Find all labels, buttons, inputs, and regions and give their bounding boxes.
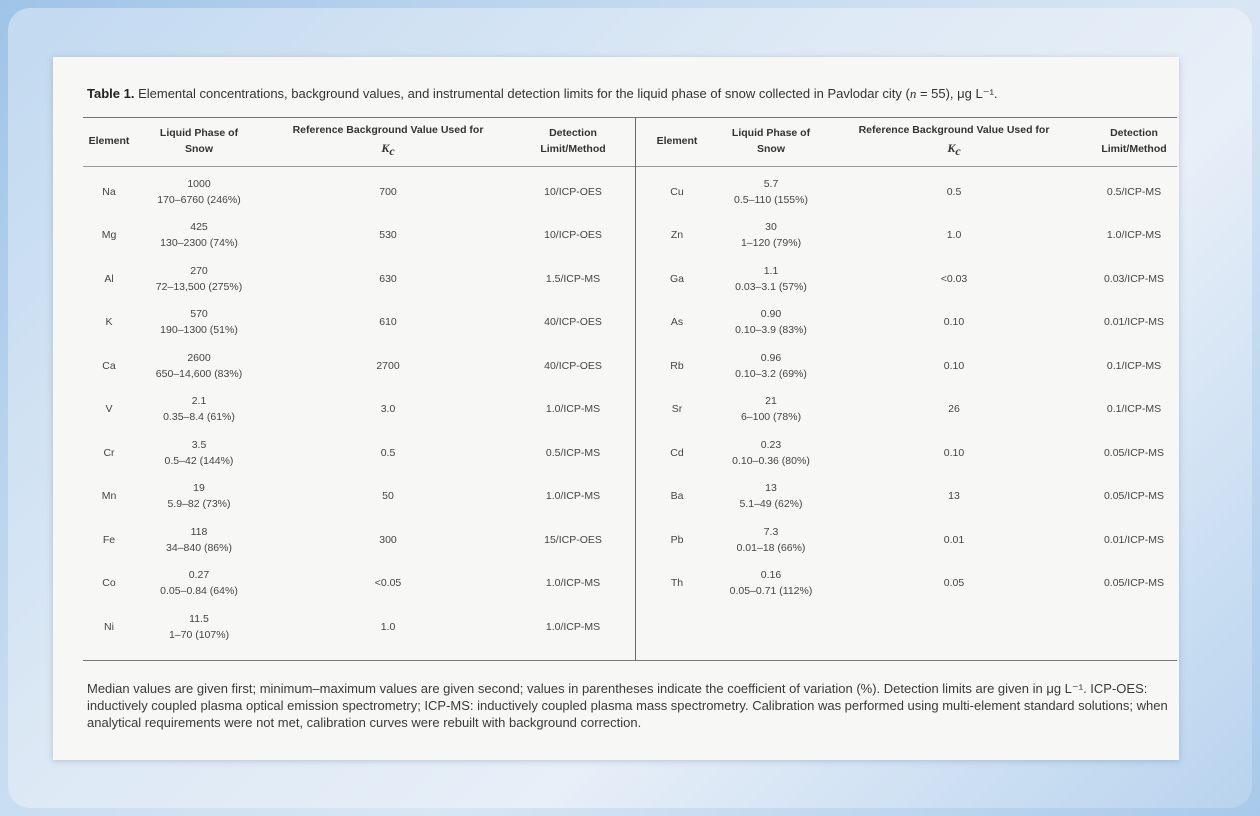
median-value: 1000	[187, 177, 211, 190]
detection-limit-value: 1.0/ICP-MS	[545, 620, 601, 633]
detection-limit-value: 40/ICP-OES	[544, 316, 602, 329]
header-rule	[83, 166, 1177, 167]
median-value: 11.5	[189, 612, 209, 625]
header-ref-sub: c	[389, 143, 395, 158]
range-value: 1–120 (79%)	[740, 237, 802, 249]
median-value: 3.5	[191, 438, 207, 451]
median-value: 2600	[187, 351, 211, 364]
median-value: 21	[765, 395, 777, 408]
header-element-label: Element	[88, 134, 130, 147]
header-ref-line1: Reference Background Value Used for	[858, 124, 1050, 137]
detection-limit-value: 10/ICP-OES	[544, 229, 602, 242]
cell-reference-value	[839, 389, 1069, 432]
detection-limit-value: 1.0/ICP-MS	[1106, 229, 1162, 242]
cell-element	[649, 171, 705, 214]
cell-element	[83, 606, 135, 649]
element-symbol: Ca	[102, 359, 116, 372]
detection-limit-value: 1.5/ICP-MS	[545, 272, 601, 285]
cell-reference-value	[839, 258, 1069, 301]
detection-limit-value: 0.1/ICP-MS	[1106, 403, 1162, 416]
cell-element	[649, 258, 705, 301]
reference-value: 1.0	[380, 620, 396, 633]
cell-detection-limit	[1091, 476, 1177, 519]
range-value: 0.10–3.9 (83%)	[735, 324, 807, 336]
table-row	[83, 389, 1177, 432]
element-symbol: Ba	[670, 490, 684, 503]
table-row	[83, 302, 1177, 345]
range-value: 0.03–3.1 (57%)	[735, 280, 807, 293]
detection-limit-value: 0.01/ICP-MS	[1103, 533, 1165, 546]
bottom-rule	[83, 660, 1177, 661]
header-ref-line1: Reference Background Value Used for	[292, 124, 484, 137]
reference-value: <0.03	[940, 272, 968, 285]
element-symbol: Th	[670, 577, 684, 590]
cell-element	[649, 519, 705, 562]
element-symbol: Co	[102, 577, 116, 590]
range-value: 0.35–8.4 (61%)	[163, 411, 235, 423]
caption-text: Elemental concentrations, background values, and instrumental detection limits for the liquid phase of snow collected in Pavlodar city (	[138, 86, 910, 101]
element-symbol: V	[105, 403, 113, 416]
reference-value: 0.10	[943, 316, 965, 329]
cell-reference-value	[839, 476, 1069, 519]
cell-detection-limit	[1091, 389, 1177, 432]
table-card	[53, 57, 1179, 760]
header-element-label: Element	[656, 134, 698, 147]
table-row	[83, 258, 1177, 301]
header-element-left	[83, 117, 135, 166]
cell-liquid-phase	[711, 171, 831, 214]
reference-value: 700	[379, 185, 397, 198]
header-reference-right	[839, 117, 1069, 166]
reference-value: 2700	[376, 359, 400, 372]
reference-value: 13	[948, 490, 960, 503]
element-symbol: Sr	[671, 403, 683, 416]
element-symbol: Cr	[103, 446, 115, 459]
cell-reference-value	[839, 171, 1069, 214]
detection-limit-value: 10/ICP-OES	[544, 185, 602, 198]
cell-liquid-phase	[711, 432, 831, 475]
range-value: 5.9–82 (73%)	[167, 498, 231, 510]
table-row	[83, 606, 1177, 649]
reference-value: <0.05	[374, 577, 402, 590]
cell-detection-limit	[1091, 563, 1177, 606]
detection-limit-value: 0.5/ICP-MS	[1106, 185, 1162, 198]
cell-liquid-phase	[711, 302, 831, 345]
element-symbol: Mg	[101, 229, 117, 242]
reference-value: 3.0	[380, 403, 396, 416]
range-value: 6–100 (78%)	[740, 411, 802, 423]
median-value: 0.96	[760, 351, 782, 364]
element-symbol: Ga	[669, 272, 684, 285]
range-value: 0.5–110 (155%)	[734, 193, 808, 206]
cell-reference-value	[839, 215, 1069, 258]
median-value: 270	[190, 264, 208, 277]
detection-limit-value: 0.03/ICP-MS	[1103, 272, 1165, 285]
table-row	[83, 432, 1177, 475]
header-detection-left	[523, 117, 623, 166]
reference-value: 0.05	[943, 577, 965, 590]
detection-limit-value: 1.0/ICP-MS	[545, 490, 601, 503]
range-value: 0.10–0.36 (80%)	[732, 454, 810, 467]
header-det-line1: Detection	[1110, 126, 1158, 139]
median-value: 1.1	[763, 264, 779, 277]
header-det-line2: Limit/Method	[1101, 142, 1167, 155]
range-value: 0.5–42 (144%)	[164, 454, 234, 467]
cell-liquid-phase	[711, 476, 831, 519]
median-value: 19	[193, 482, 205, 495]
reference-value: 300	[379, 533, 397, 546]
header-liquid-line2: Snow	[756, 142, 785, 155]
caption-label: Table 1.	[87, 86, 135, 101]
median-value: 13	[765, 482, 777, 495]
cell-detection-limit	[1091, 302, 1177, 345]
table-row	[83, 563, 1177, 606]
range-value: 72–13,500 (275%)	[155, 280, 243, 293]
header-element-right	[649, 117, 705, 166]
range-value: 0.10–3.2 (69%)	[735, 367, 807, 380]
table-row	[83, 345, 1177, 388]
cell-detection-limit	[1091, 432, 1177, 475]
cell-liquid-phase	[711, 563, 831, 606]
header-det-line2: Limit/Method	[540, 142, 606, 155]
reference-value: 530	[379, 229, 397, 242]
cell-reference-value	[839, 345, 1069, 388]
detection-limit-value: 0.05/ICP-MS	[1103, 490, 1165, 503]
cell-liquid-phase	[711, 215, 831, 258]
element-symbol: Pb	[670, 533, 684, 546]
element-symbol: As	[670, 316, 684, 329]
detection-limit-value: 0.05/ICP-MS	[1103, 446, 1165, 459]
reference-value: 630	[379, 272, 397, 285]
caption-n-symbol: n	[909, 86, 917, 101]
cell-liquid-phase	[139, 606, 259, 649]
reference-value: 0.01	[943, 533, 965, 546]
median-value: 0.90	[760, 308, 782, 321]
range-value: 0.01–18 (66%)	[736, 541, 806, 554]
range-value: 0.05–0.71 (112%)	[729, 585, 813, 597]
detection-limit-value: 1.0/ICP-MS	[545, 577, 601, 590]
median-value: 0.27	[188, 569, 210, 582]
element-symbol: Cd	[670, 446, 684, 459]
cell-reference-value	[839, 302, 1069, 345]
cell-liquid-phase	[711, 519, 831, 562]
cell-liquid-phase	[711, 389, 831, 432]
header-det-line1: Detection	[549, 126, 597, 139]
median-value: 118	[190, 525, 208, 538]
median-value: 0.16	[760, 569, 782, 582]
reference-value: 610	[379, 316, 397, 329]
header-liquid-line2: Snow	[184, 142, 213, 155]
cell-liquid-phase	[711, 258, 831, 301]
header-ref-symbol: K	[381, 140, 390, 155]
cell-reference-value	[839, 563, 1069, 606]
median-value: 570	[190, 308, 208, 321]
cell-element	[649, 476, 705, 519]
median-value: 425	[190, 221, 208, 234]
range-value: 650–14,600 (83%)	[155, 367, 243, 380]
reference-value: 50	[382, 490, 394, 503]
element-symbol: Rb	[670, 359, 684, 372]
detection-limit-value: 0.05/ICP-MS	[1103, 577, 1165, 590]
range-value: 5.1–49 (62%)	[739, 498, 803, 510]
cell-reference-value	[839, 519, 1069, 562]
header-liquid-left	[139, 117, 259, 166]
element-symbol: Na	[102, 185, 116, 198]
cell-detection-limit	[1091, 519, 1177, 562]
header-reference-left	[273, 117, 503, 166]
header-liquid-line1: Liquid Phase of	[731, 126, 811, 139]
reference-value: 0.10	[943, 446, 965, 459]
element-symbol: K	[105, 316, 113, 329]
median-value: 7.3	[763, 525, 779, 538]
table-row	[83, 519, 1177, 562]
element-symbol: Ni	[104, 620, 114, 633]
cell-detection-limit	[1091, 345, 1177, 388]
header-ref-symbol: K	[947, 140, 956, 155]
range-value: 170–6760 (246%)	[157, 193, 241, 206]
table-row	[83, 476, 1177, 519]
header-ref-sub: c	[955, 143, 961, 158]
cell-detection-limit	[1091, 258, 1177, 301]
table-row	[83, 171, 1177, 214]
detection-limit-value: 0.1/ICP-MS	[1106, 359, 1162, 372]
element-symbol: Mn	[101, 490, 117, 503]
detection-limit-value: 0.01/ICP-MS	[1103, 316, 1165, 329]
header-liquid-line1: Liquid Phase of	[159, 126, 239, 139]
data-table	[83, 117, 1177, 660]
element-symbol: Zn	[670, 229, 684, 242]
header-liquid-right	[711, 117, 831, 166]
detection-limit-value: 15/ICP-OES	[544, 533, 602, 546]
cell-element	[649, 389, 705, 432]
range-value: 190–1300 (51%)	[160, 324, 238, 336]
cell-element	[649, 302, 705, 345]
reference-value: 0.5	[946, 185, 962, 198]
median-value: 2.1	[191, 395, 207, 408]
median-value: 0.23	[760, 438, 782, 451]
header-detection-right	[1091, 117, 1177, 166]
cell-element	[649, 215, 705, 258]
detection-limit-value: 0.5/ICP-MS	[545, 446, 601, 459]
detection-limit-value: 1.0/ICP-MS	[545, 403, 601, 416]
cell-liquid-phase	[711, 345, 831, 388]
table-caption	[87, 86, 1177, 102]
range-value: 1–70 (107%)	[168, 628, 230, 641]
element-symbol: Cu	[670, 185, 684, 198]
table-row	[83, 215, 1177, 258]
caption-text-end: = 55), μg L⁻¹.	[916, 86, 998, 101]
detection-limit-value: 40/ICP-OES	[544, 359, 602, 372]
reference-value: 1.0	[946, 229, 962, 242]
element-symbol: Fe	[102, 533, 116, 546]
range-value: 34–840 (86%)	[166, 541, 232, 554]
range-value: 130–2300 (74%)	[160, 237, 238, 249]
cell-reference-value	[839, 432, 1069, 475]
cell-detection-limit	[1091, 171, 1177, 214]
cell-detection-limit	[1091, 215, 1177, 258]
element-symbol: Al	[104, 272, 114, 285]
range-value: 0.05–0.84 (64%)	[160, 585, 238, 597]
median-value: 5.7	[763, 177, 779, 190]
cell-element	[649, 432, 705, 475]
cell-element	[649, 563, 705, 606]
reference-value: 0.5	[380, 446, 396, 459]
cell-reference-value	[273, 606, 503, 649]
cell-element	[649, 345, 705, 388]
cell-detection-limit	[523, 606, 623, 649]
reference-value: 26	[948, 403, 960, 416]
reference-value: 0.10	[943, 359, 965, 372]
table-footnote: Median values are given first; minimum–maximum values are given second; values in parentheses indicate the coefficient of variation (%). Detection limits are given in μg L⁻¹. ICP-OES: inductively coupled plasma optical emission spectrometry; ICP-MS: inductively coupled plasma mass spectrometry. Calibration was performed using multi-element standard solutions; when analytical requirements were not met, calibration curves were rebuilt with background correction.	[87, 681, 1168, 730]
median-value: 30	[765, 221, 777, 234]
